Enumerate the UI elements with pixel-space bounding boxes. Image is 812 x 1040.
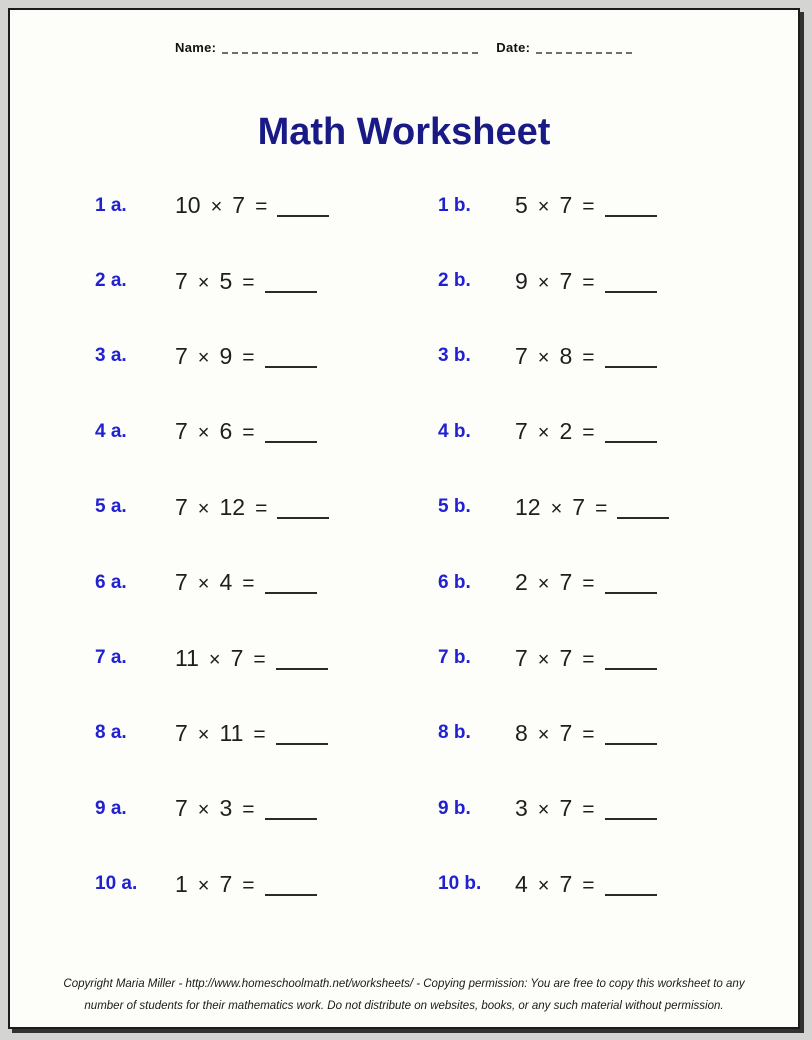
problem-label: 7 a.: [95, 647, 127, 669]
factor1: 2: [515, 569, 528, 596]
answer-blank: [605, 743, 657, 745]
problem-label: 6 a.: [95, 571, 127, 593]
answer-blank: [605, 818, 657, 820]
problem-label: 6 b.: [438, 571, 471, 593]
factor2: 4: [219, 569, 233, 596]
problem-label: 10 a.: [95, 873, 138, 895]
header: [175, 40, 632, 55]
problems-grid: [10, 168, 798, 922]
times-operator: ×: [537, 271, 550, 294]
times-operator: ×: [537, 648, 550, 671]
equals-sign: =: [582, 421, 595, 445]
problem-label: 3 a.: [95, 345, 127, 367]
equals-sign: =: [242, 798, 255, 822]
times-operator: ×: [197, 271, 210, 294]
equals-sign: =: [255, 496, 268, 520]
problem-label: 1 a.: [95, 194, 127, 216]
equation: [515, 268, 798, 295]
answer-blank: [265, 291, 317, 293]
problem-label: 10 b.: [438, 873, 482, 895]
times-operator: ×: [197, 422, 210, 445]
equals-sign: =: [242, 421, 255, 445]
times-operator: ×: [537, 573, 550, 596]
times-operator: ×: [537, 799, 550, 822]
factor1: 7: [175, 267, 188, 294]
factor2: 7: [559, 192, 573, 219]
answer-blank: [605, 366, 657, 368]
answer-blank: [265, 441, 317, 443]
equation: [175, 418, 438, 445]
factor2: 7: [559, 870, 573, 897]
date-label: Date:: [496, 40, 531, 55]
equals-sign: =: [253, 722, 266, 746]
times-operator: ×: [208, 648, 221, 671]
factor2: 7: [572, 493, 586, 520]
equals-sign: =: [255, 195, 268, 219]
answer-blank: [605, 291, 657, 293]
equation: [515, 418, 798, 445]
answer-blank: [617, 517, 669, 519]
equals-sign: =: [242, 345, 255, 369]
factor1: 7: [175, 493, 188, 520]
equals-sign: =: [582, 345, 595, 369]
times-operator: ×: [537, 196, 550, 219]
equals-sign: =: [582, 572, 595, 596]
equation: [515, 871, 798, 898]
times-operator: ×: [537, 874, 550, 897]
times-operator: ×: [197, 723, 210, 746]
equation: [175, 569, 438, 596]
factor2: 7: [559, 644, 573, 671]
factor1: 7: [175, 795, 188, 822]
factor2: 7: [232, 192, 246, 219]
equals-sign: =: [582, 270, 595, 294]
footer-line1: Copyright Maria Miller - http://www.homeschoolmath.net/worksheets/ - Copying permission: You are free to copy this worksheet to any: [63, 978, 745, 990]
factor2: 8: [559, 342, 573, 369]
equation: [175, 343, 438, 370]
factor2: 6: [219, 418, 233, 445]
name-fill-line: [222, 50, 478, 54]
equation: [175, 871, 438, 898]
factor1: 7: [515, 342, 528, 369]
factor1: 9: [515, 267, 528, 294]
factor1: 4: [515, 870, 528, 897]
factor1: 7: [515, 644, 528, 671]
equals-sign: =: [242, 270, 255, 294]
problem-label: 3 b.: [438, 345, 471, 367]
times-operator: ×: [537, 723, 550, 746]
factor2: 12: [219, 493, 246, 520]
problem-label: 5 b.: [438, 496, 471, 518]
problem-label: 9 b.: [438, 797, 471, 819]
problem-label: 2 a.: [95, 270, 127, 292]
factor1: 8: [515, 719, 528, 746]
problem-label: 2 b.: [438, 270, 471, 292]
answer-blank: [277, 215, 329, 217]
equation: [175, 192, 438, 219]
times-operator: ×: [210, 196, 223, 219]
equation: [515, 795, 798, 822]
problem-label: 9 a.: [95, 797, 127, 819]
factor2: 7: [230, 644, 244, 671]
equals-sign: =: [595, 496, 608, 520]
equation: [515, 645, 798, 672]
times-operator: ×: [197, 497, 210, 520]
problem-label: 8 a.: [95, 722, 127, 744]
factor1: 5: [515, 192, 528, 219]
problem-label: 8 b.: [438, 722, 471, 744]
equation: [175, 720, 438, 747]
factor1: 11: [175, 644, 199, 671]
equals-sign: =: [242, 572, 255, 596]
equals-sign: =: [582, 873, 595, 897]
answer-blank: [605, 441, 657, 443]
name-label: Name:: [175, 40, 217, 55]
factor1: 1: [175, 870, 188, 897]
problem-label: 7 b.: [438, 647, 471, 669]
equation: [175, 795, 438, 822]
equation: [515, 343, 798, 370]
equals-sign: =: [253, 647, 266, 671]
answer-blank: [605, 668, 657, 670]
factor1: 7: [175, 418, 188, 445]
times-operator: ×: [197, 346, 210, 369]
answer-blank: [276, 668, 328, 670]
factor2: 7: [219, 870, 233, 897]
factor2: 2: [559, 418, 573, 445]
problem-label: 1 b.: [438, 194, 471, 216]
equals-sign: =: [582, 798, 595, 822]
factor1: 7: [515, 418, 528, 445]
times-operator: ×: [197, 573, 210, 596]
equals-sign: =: [242, 873, 255, 897]
equals-sign: =: [582, 195, 595, 219]
factor2: 7: [559, 569, 573, 596]
times-operator: ×: [197, 874, 210, 897]
times-operator: ×: [537, 422, 550, 445]
factor1: 7: [175, 719, 188, 746]
factor2: 7: [559, 795, 573, 822]
worksheet-page: [8, 8, 800, 1029]
factor2: 9: [219, 342, 233, 369]
problem-label: 4 b.: [438, 420, 471, 442]
answer-blank: [265, 366, 317, 368]
factor1: 3: [515, 795, 528, 822]
times-operator: ×: [537, 346, 550, 369]
problem-label: 5 a.: [95, 496, 127, 518]
times-operator: ×: [197, 799, 210, 822]
equation: [515, 569, 798, 596]
page-title: Math Worksheet: [257, 111, 551, 153]
factor1: 12: [515, 493, 541, 520]
footer: [10, 973, 798, 1017]
answer-blank: [265, 592, 317, 594]
answer-blank: [605, 894, 657, 896]
equals-sign: =: [582, 647, 595, 671]
problem-label: 4 a.: [95, 420, 127, 442]
equation: [515, 494, 798, 521]
date-fill-line: [536, 50, 632, 54]
factor2: 3: [219, 795, 233, 822]
factor1: 10: [175, 192, 201, 219]
factor2: 7: [559, 267, 573, 294]
answer-blank: [277, 517, 329, 519]
factor1: 7: [175, 342, 188, 369]
answer-blank: [265, 894, 317, 896]
factor2: 5: [219, 267, 233, 294]
equals-sign: =: [582, 722, 595, 746]
factor2: 7: [559, 719, 573, 746]
factor1: 7: [175, 569, 188, 596]
answer-blank: [276, 743, 328, 745]
factor2: 11: [219, 719, 244, 746]
times-operator: ×: [550, 497, 563, 520]
answer-blank: [605, 215, 657, 217]
answer-blank: [605, 592, 657, 594]
equation: [175, 268, 438, 295]
equation: [515, 720, 798, 747]
equation: [175, 645, 438, 672]
equation: [175, 494, 438, 521]
equation: [515, 192, 798, 219]
answer-blank: [265, 818, 317, 820]
footer-line2: number of students for their mathematics work. Do not distribute on websites, books, or any such material without permission.: [84, 1000, 724, 1012]
